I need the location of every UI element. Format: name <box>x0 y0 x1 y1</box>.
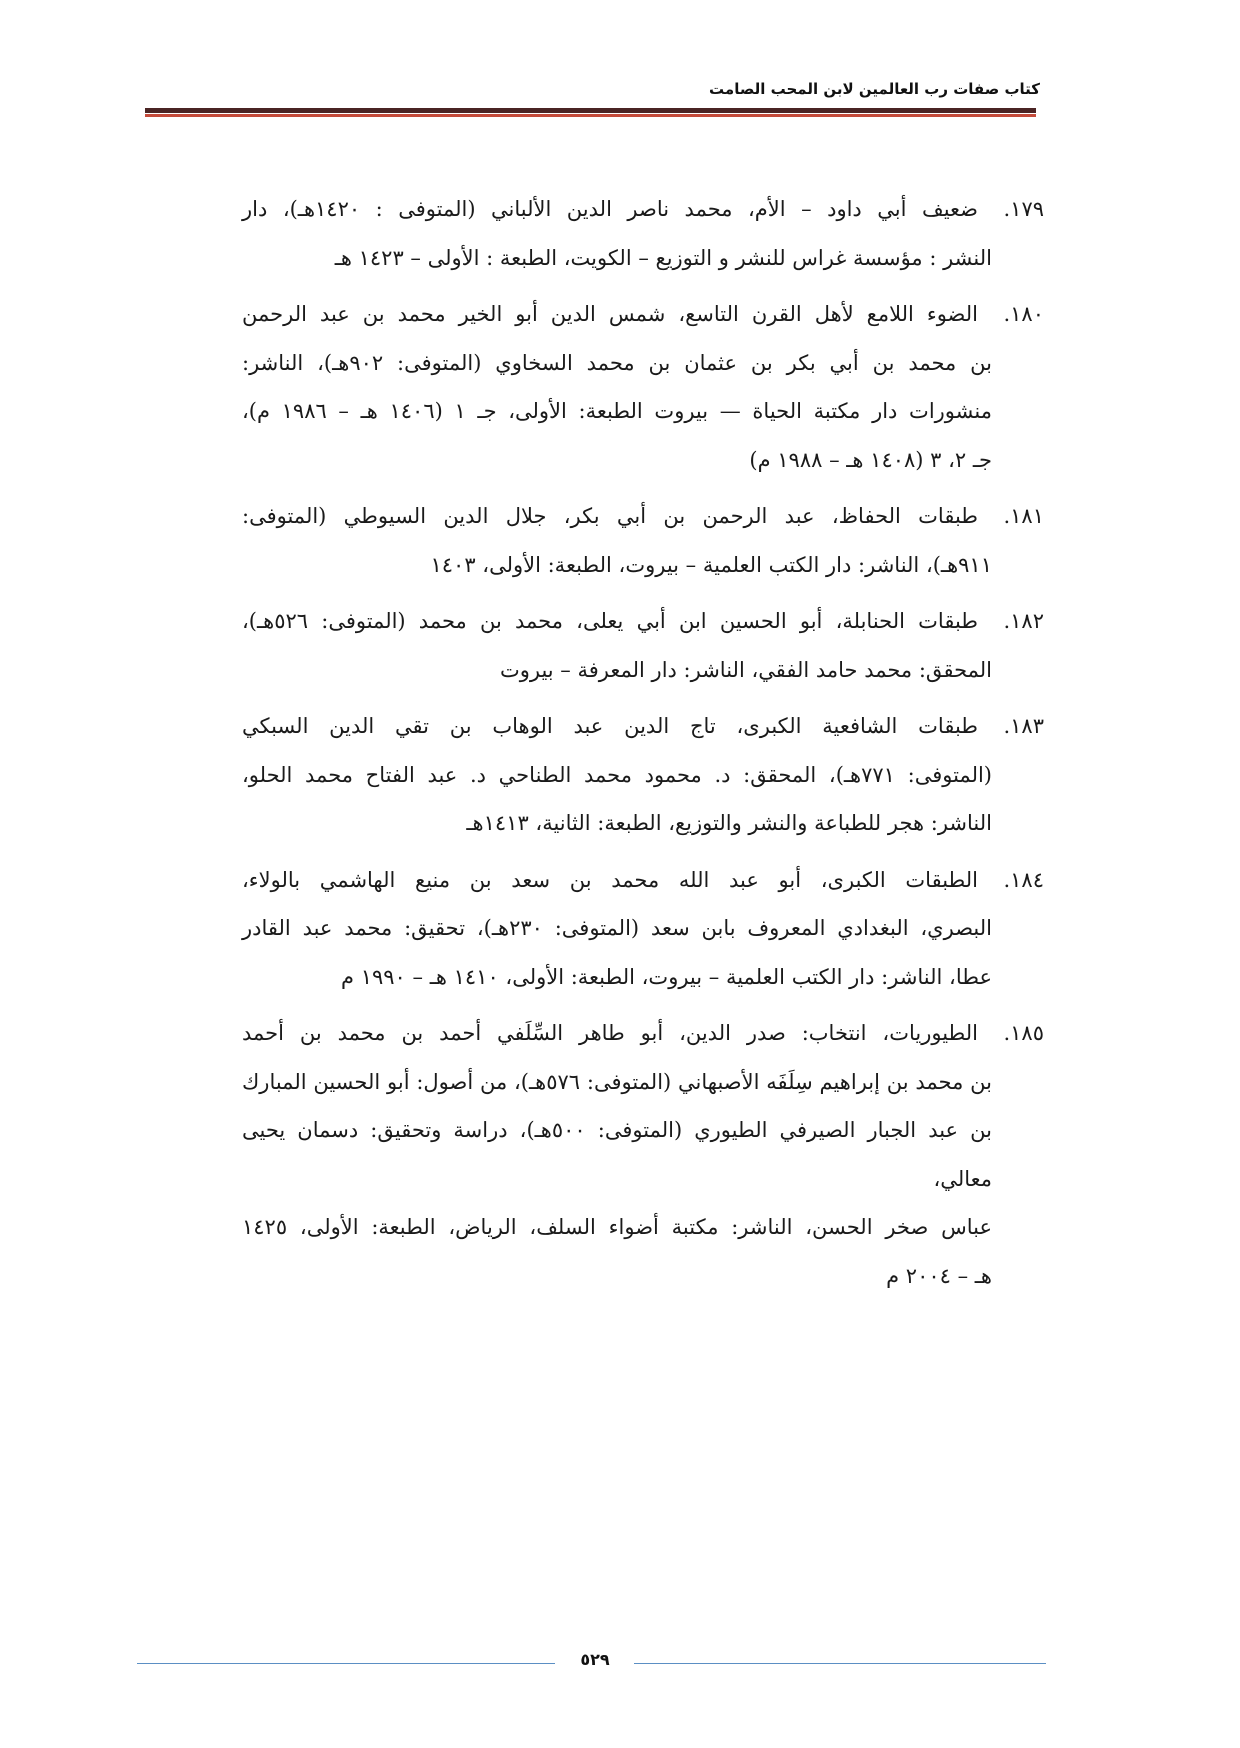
running-header-title: كتاب صفات رب العالمين لابن المحب الصامت <box>709 80 1040 98</box>
entry-text-line: المحقق: محمد حامد الفقي، الناشر: دار المعرفة – بيروت <box>499 657 992 682</box>
entry-text-line: طبقات الحنابلة، أبو الحسين ابن أبي يعلى، محمد بن محمد (المتوفى: ٥٢٦هـ)، <box>242 609 978 633</box>
entry-number: ١٨٤. <box>1003 867 1044 892</box>
entry-text-line: ضعيف أبي داود – الأم، محمد ناصر الدين الألباني (المتوفى : ١٤٢٠هـ)، دار <box>242 197 979 221</box>
entry-text-line: النشر : مؤسسة غراس للنشر و التوزيع – الكويت، الطبعة : الأولى – ١٤٢٣ هـ <box>334 245 992 270</box>
entry-text-line: الطبقات الكبرى، أبو عبد الله محمد بن سعد بن منيع الهاشمي بالولاء، <box>242 867 978 892</box>
footer-rule-left <box>137 1663 555 1664</box>
entry-text-line: (المتوفى: ٧٧١هـ)، المحقق: د. محمود محمد الطناحي د. عبد الفتاح محمد الحلو، <box>242 762 992 787</box>
entry-text-line: بن محمد بن أبي بكر بن عثمان بن محمد السخاوي (المتوفى: ٩٠٢هـ)، الناشر: <box>242 350 992 375</box>
entry-text-line: ٩١١هـ)، الناشر: دار الكتب العلمية – بيروت، الطبعة: الأولى، ١٤٠٣ <box>430 552 992 577</box>
entry-text-line: جـ ٢، ٣ (١٤٠٨ هـ – ١٩٨٨ م) <box>749 447 992 472</box>
entry-text-line: بن محمد بن إبراهيم سِلَفَه الأصبهاني (المتوفى: ٥٧٦هـ)، من أصول: أبو الحسين المبارك <box>242 1069 992 1094</box>
entry-number: ١٨١. <box>1003 504 1044 528</box>
bibliography-entry <box>242 597 1044 694</box>
entry-number: ١٨٢. <box>1003 609 1044 633</box>
entry-number: ١٧٩. <box>1003 197 1045 221</box>
entry-number: ١٨٥. <box>1003 1021 1044 1045</box>
entry-text-line: عطا، الناشر: دار الكتب العلمية – بيروت، الطبعة: الأولى، ١٤١٠ هـ – ١٩٩٠ م <box>341 964 992 989</box>
bibliography-entry <box>242 290 1044 484</box>
bibliography-list <box>242 185 1045 1308</box>
bibliography-entry <box>242 702 1044 848</box>
header-rule-accent <box>145 114 1036 117</box>
bibliography-entry <box>242 492 1044 589</box>
bibliography-entry <box>242 1009 1044 1300</box>
entry-text-line: طبقات الحفاظ، عبد الرحمن بن أبي بكر، جلال الدين السيوطي (المتوفى: <box>242 504 978 528</box>
entry-text-line: بن عبد الجبار الصيرفي الطيوري (المتوفى: ٥٠٠هـ)، دراسة وتحقيق: دسمان يحيى معالي، <box>242 1118 992 1191</box>
entry-number: ١٨٣. <box>1003 714 1044 738</box>
entry-text-line: البصري، البغدادي المعروف بابن سعد (المتوفى: ٢٣٠هـ)، تحقيق: محمد عبد القادر <box>242 916 992 940</box>
entry-text-line: الناشر: هجر للطباعة والنشر والتوزيع، الطبعة: الثانية، ١٤١٣هـ <box>466 811 992 835</box>
entry-text-line: طبقات الشافعية الكبرى، تاج الدين عبد الوهاب بن تقي الدين السبكي <box>242 714 978 738</box>
footer-rule-right <box>634 1663 1046 1664</box>
entry-text-line: عباس صخر الحسن، الناشر: مكتبة أضواء السلف، الرياض، الطبعة: الأولى، ١٤٢٥ <box>242 1215 992 1239</box>
header-rule-dark <box>145 108 1036 113</box>
entry-text-line: الضوء اللامع لأهل القرن التاسع، شمس الدين أبو الخير محمد بن عبد الرحمن <box>242 302 978 326</box>
entry-text-line: الطيوريات، انتخاب: صدر الدين، أبو طاهر السِّلَفي أحمد بن محمد بن أحمد <box>242 1021 978 1045</box>
entry-number: ١٨٠. <box>1003 302 1044 326</box>
entry-text-line: منشورات دار مكتبة الحياة — بيروت الطبعة: الأولى، جـ ١ (١٤٠٦ هـ – ١٩٨٦ م)، <box>242 399 992 423</box>
bibliography-entry <box>242 185 1045 282</box>
page-number: ٥٢٩ <box>580 1650 610 1669</box>
entry-text-line: هـ – ٢٠٠٤ م <box>886 1263 992 1288</box>
bibliography-entry <box>242 856 1044 1002</box>
